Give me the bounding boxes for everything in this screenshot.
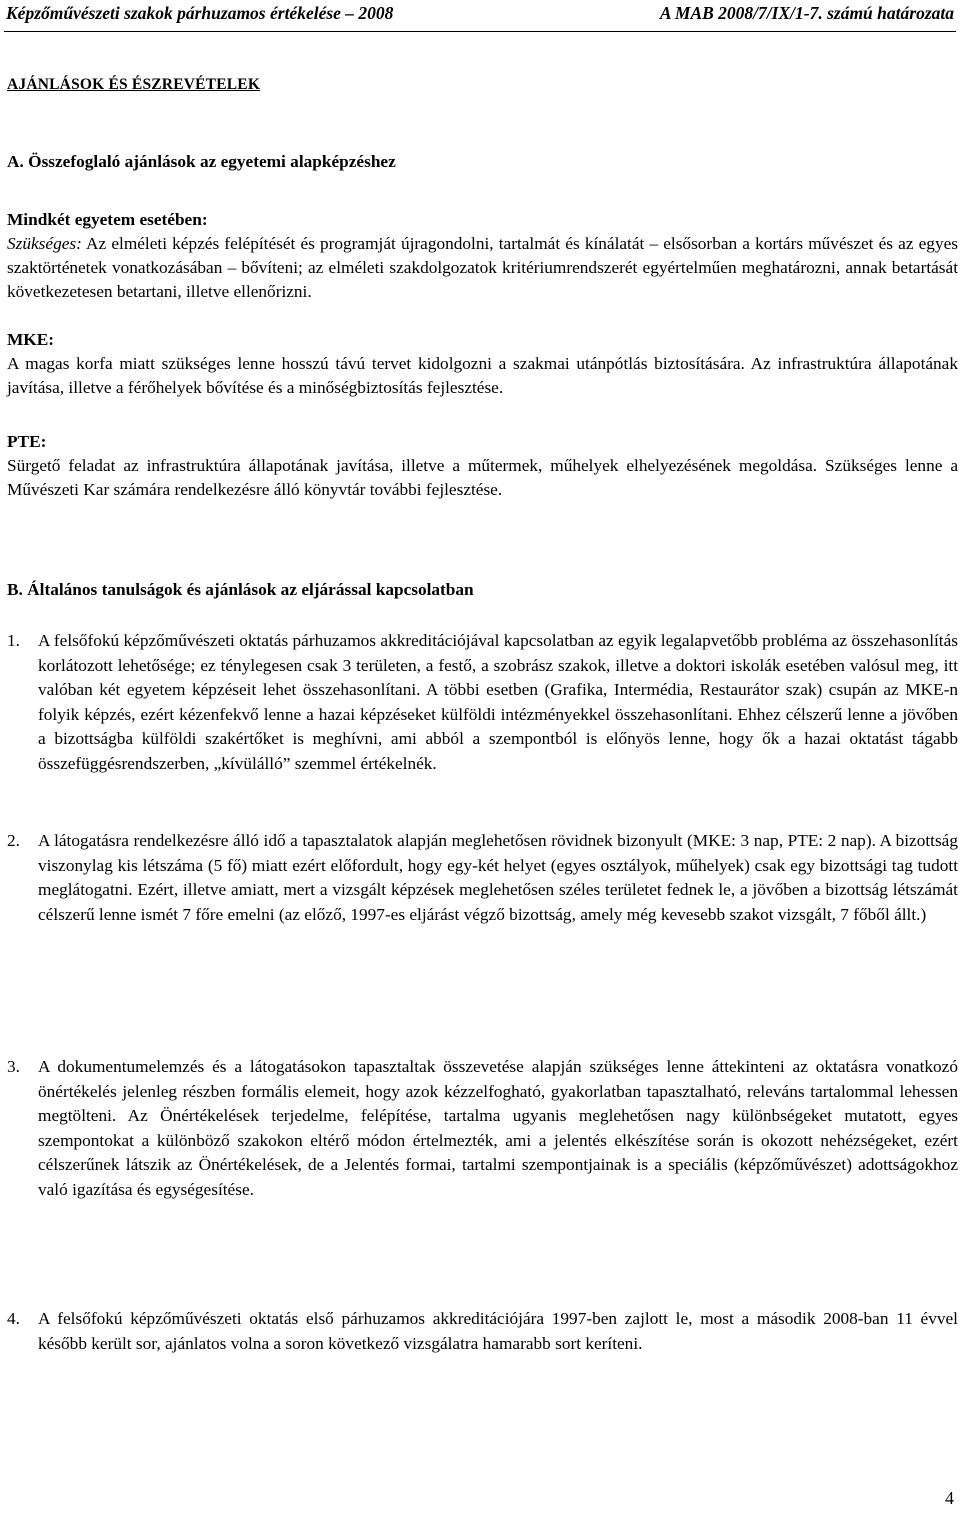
pte-block <box>7 430 958 502</box>
list-item <box>7 1307 958 1356</box>
list-item-text: A felsőfokú képzőművészeti oktatás párhuzamos akkreditációjával kapcsolatban az egyik legalapvetőbb probléma az összehasonlítás korlátozott lehetősége; ez ténylegesen csak 3 területen, a festő, a szobrász szakok, illetve a doktori iskolák esetében valósul meg, itt valóban két egyetem képzéseit lehet összehasonlítani. A többi esetben (Grafika, Intermédia, Restaurátor szak) csupán az MKE-n folyik képzés, ezért kézenfekvő lenne a hazai képzéseket külföldi intézményekkel összehasonlítani. Ehhez célszerű lenne a jövőben a bizottságba külföldi szakértőket is meghívni, ami abból a szempontból is előnyös lenne, hogy ők a hazai oktatást tágabb összefüggésrendszerben, „kívülálló” szemmel értékelnék. <box>38 631 958 773</box>
part-a-title: A. Összefoglaló ajánlások az egyetemi alapképzéshez <box>7 152 396 171</box>
list-item <box>7 629 958 776</box>
both-universities-text: Az elméleti képzés felépítését és programját újragondolni, tartalmát és kínálatát – elsősorban a kortárs művészet és az egyes szaktörténetek vonatkozásában – bővíteni; az elméleti szakdolgozatok kritériumrendszerét egyértelműen meghatározni, annak betartását következetesen betartani, illetve ellenőrizni. <box>7 234 958 301</box>
both-universities-lead: Szükséges: <box>7 234 82 253</box>
list-item-text: A látogatásra rendelkezésre álló idő a tapasztalatok alapján meglehetősen rövidnek bizonyult (MKE: 3 nap, PTE: 2 nap). A bizottság viszonylag kis létszáma (5 fő) miatt ezért előfordult, hogy egy-két helyet (egyes osztályok, műhelyek) csak egy bizottsági tag tudott meglátogatni. Ezért, illetve amiatt, mert a vizsgált képzések meglehetősen széles területet fednek le, a jövőben a bizottság létszámát célszerű lenne ismét 7 főre emelni (az előző, 1997-es eljárást végző bizottság, amely még kevesebb szakot vizsgált, 7 főből állt.) <box>38 831 958 924</box>
list-item-text: A felsőfokú képzőművészeti oktatás első párhuzamos akkreditációjára 1997-ben zajlott le, most a második 2008-ban 11 évvel később került sor, ajánlatos volna a soron következő vizsgálatra hamarabb sort keríteni. <box>38 1309 958 1353</box>
header-divider <box>4 31 956 32</box>
mke-block <box>7 328 958 400</box>
list-item-number: 1. <box>7 631 20 650</box>
list-item <box>7 829 958 927</box>
pte-paragraph: Sürgető feladat az infrastruktúra állapotának javítása, illetve a műtermek, műhelyek elhelyezésének megoldása. Szükséges lenne a Művészeti Kar számára rendelkezésre álló könyvtár további fejlesztése. <box>7 456 958 499</box>
section-title-recommendations: AJÁNLÁSOK ÉS ÉSZREVÉTELEK <box>7 76 261 93</box>
part-b-title: B. Általános tanulságok és ajánlások az eljárással kapcsolatban <box>7 580 474 599</box>
both-universities-paragraph <box>7 232 958 304</box>
both-universities-heading: Mindkét egyetem esetében: <box>7 210 208 229</box>
mke-paragraph: A magas korfa miatt szükséges lenne hosszú távú tervet kidolgozni a szakmai utánpótlás biztosítására. Az infrastruktúra állapotának javítása, illetve a férőhelyek bővítése és a minőségbiztosítás fejlesztése. <box>7 354 958 397</box>
header-left-title: Képzőművészeti szakok párhuzamos értékelése – 2008 <box>6 3 394 23</box>
mke-heading: MKE: <box>7 330 55 349</box>
list-item-number: 4. <box>7 1309 20 1328</box>
both-universities-block <box>7 208 958 304</box>
pte-heading: PTE: <box>7 432 47 451</box>
list-item-number: 3. <box>7 1057 20 1076</box>
running-header <box>6 3 954 29</box>
header-right-resolution: A MAB 2008/7/IX/1-7. számú határozata <box>659 3 954 23</box>
list-item-number: 2. <box>7 831 20 850</box>
list-item-text: A dokumentumelemzés és a látogatásokon tapasztaltak összevetése alapján szükséges lenne áttekinteni az oktatásra vonatkozó önértékelés jelenleg részben formális elemeit, hogy azok kézzelfogható, gyakorlatban tapasztalható, releváns tartalommal lehessen megtölteni. Az Önértékelések terjedelme, felépítése, tartalma ugyanis meglehetősen nagy különbségeket mutatott, egyes szempontokat a különböző szakokon eltérő módon értelmezték, ami a jelentés elkészítése során is okozott nehézségeket, ezért célszerűnek látszik az Önértékelések, de a Jelentés formai, tartalmi szempontjainak is a speciális (képzőművészet) adottságokhoz való igazítása és egységesítése. <box>38 1057 958 1199</box>
page-number: 4 <box>945 1488 954 1508</box>
list-item <box>7 1055 958 1202</box>
